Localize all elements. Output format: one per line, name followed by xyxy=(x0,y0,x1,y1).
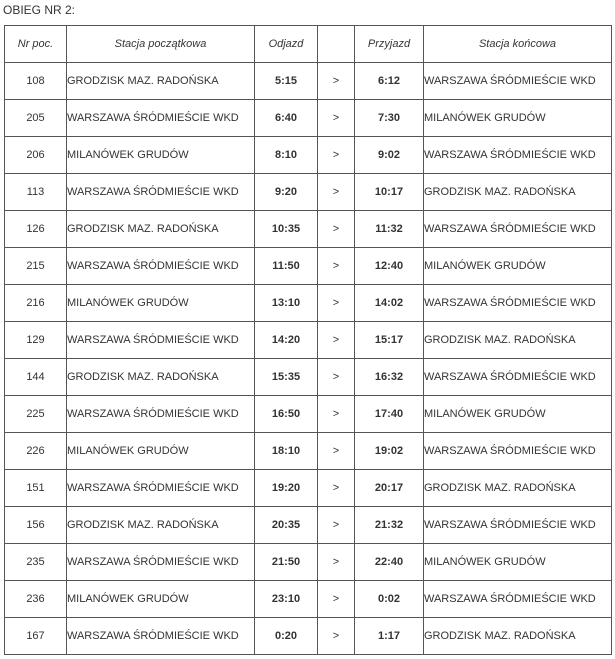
end-station: WARSZAWA ŚRÓDMIEŚCIE WKD xyxy=(424,285,612,322)
train-number: 206 xyxy=(5,137,67,174)
arrow-symbol: > xyxy=(318,211,355,248)
train-number: 144 xyxy=(5,359,67,396)
end-station: GRODZISK MAZ. RADOŃSKA xyxy=(424,618,612,655)
table-row xyxy=(5,470,612,507)
arrow-symbol: > xyxy=(318,544,355,581)
table-row xyxy=(5,322,612,359)
start-station: MILANÓWEK GRUDÓW xyxy=(67,433,255,470)
arrival-time: 22:40 xyxy=(355,544,424,581)
arrow-symbol: > xyxy=(318,396,355,433)
start-station: WARSZAWA ŚRÓDMIEŚCIE WKD xyxy=(67,470,255,507)
start-station: WARSZAWA ŚRÓDMIEŚCIE WKD xyxy=(67,322,255,359)
table-row xyxy=(5,544,612,581)
arrival-time: 17:40 xyxy=(355,396,424,433)
end-station: GRODZISK MAZ. RADOŃSKA xyxy=(424,322,612,359)
table-row xyxy=(5,285,612,322)
departure-time: 19:20 xyxy=(255,470,318,507)
table-row xyxy=(5,396,612,433)
arrival-time: 10:17 xyxy=(355,174,424,211)
train-number: 167 xyxy=(5,618,67,655)
start-station: WARSZAWA ŚRÓDMIEŚCIE WKD xyxy=(67,174,255,211)
arrival-time: 20:17 xyxy=(355,470,424,507)
table-row xyxy=(5,137,612,174)
arrow-symbol: > xyxy=(318,63,355,100)
end-station: WARSZAWA ŚRÓDMIEŚCIE WKD xyxy=(424,63,612,100)
train-number: 205 xyxy=(5,100,67,137)
arrow-symbol: > xyxy=(318,470,355,507)
column-header-arrow xyxy=(318,26,355,63)
departure-time: 13:10 xyxy=(255,285,318,322)
departure-time: 21:50 xyxy=(255,544,318,581)
end-station: WARSZAWA ŚRÓDMIEŚCIE WKD xyxy=(424,507,612,544)
end-station: WARSZAWA ŚRÓDMIEŚCIE WKD xyxy=(424,137,612,174)
arrow-symbol: > xyxy=(318,100,355,137)
train-number: 225 xyxy=(5,396,67,433)
arrival-time: 16:32 xyxy=(355,359,424,396)
page-title: OBIEG NR 2: xyxy=(3,3,76,17)
departure-time: 6:40 xyxy=(255,100,318,137)
train-number: 235 xyxy=(5,544,67,581)
table-row xyxy=(5,211,612,248)
departure-time: 20:35 xyxy=(255,507,318,544)
departure-time: 8:10 xyxy=(255,137,318,174)
arrow-symbol: > xyxy=(318,137,355,174)
end-station: WARSZAWA ŚRÓDMIEŚCIE WKD xyxy=(424,359,612,396)
departure-time: 0:20 xyxy=(255,618,318,655)
start-station: WARSZAWA ŚRÓDMIEŚCIE WKD xyxy=(67,248,255,285)
end-station: GRODZISK MAZ. RADOŃSKA xyxy=(424,470,612,507)
start-station: WARSZAWA ŚRÓDMIEŚCIE WKD xyxy=(67,396,255,433)
train-number: 216 xyxy=(5,285,67,322)
start-station: WARSZAWA ŚRÓDMIEŚCIE WKD xyxy=(67,544,255,581)
end-station: GRODZISK MAZ. RADOŃSKA xyxy=(424,174,612,211)
arrow-symbol: > xyxy=(318,507,355,544)
arrival-time: 7:30 xyxy=(355,100,424,137)
arrow-symbol: > xyxy=(318,322,355,359)
arrival-time: 6:12 xyxy=(355,63,424,100)
arrow-symbol: > xyxy=(318,581,355,618)
start-station: MILANÓWEK GRUDÓW xyxy=(67,137,255,174)
column-header-departure: Odjazd xyxy=(255,26,318,63)
end-station: MILANÓWEK GRUDÓW xyxy=(424,248,612,285)
header-row xyxy=(5,26,612,63)
train-number: 151 xyxy=(5,470,67,507)
start-station: MILANÓWEK GRUDÓW xyxy=(67,285,255,322)
arrival-time: 14:02 xyxy=(355,285,424,322)
table-row xyxy=(5,63,612,100)
train-number: 108 xyxy=(5,63,67,100)
arrival-time: 21:32 xyxy=(355,507,424,544)
start-station: WARSZAWA ŚRÓDMIEŚCIE WKD xyxy=(67,618,255,655)
start-station: MILANÓWEK GRUDÓW xyxy=(67,581,255,618)
departure-time: 16:50 xyxy=(255,396,318,433)
arrow-symbol: > xyxy=(318,359,355,396)
column-header-train-no: Nr poc. xyxy=(5,26,67,63)
arrow-symbol: > xyxy=(318,248,355,285)
table-row xyxy=(5,507,612,544)
table-row xyxy=(5,581,612,618)
arrival-time: 11:32 xyxy=(355,211,424,248)
end-station: WARSZAWA ŚRÓDMIEŚCIE WKD xyxy=(424,581,612,618)
train-number: 156 xyxy=(5,507,67,544)
arrival-time: 1:17 xyxy=(355,618,424,655)
table-row xyxy=(5,433,612,470)
table-row xyxy=(5,174,612,211)
table-row xyxy=(5,618,612,655)
departure-time: 14:20 xyxy=(255,322,318,359)
column-header-arrival: Przyjazd xyxy=(355,26,424,63)
departure-time: 9:20 xyxy=(255,174,318,211)
end-station: WARSZAWA ŚRÓDMIEŚCIE WKD xyxy=(424,433,612,470)
arrival-time: 9:02 xyxy=(355,137,424,174)
start-station: WARSZAWA ŚRÓDMIEŚCIE WKD xyxy=(67,100,255,137)
end-station: WARSZAWA ŚRÓDMIEŚCIE WKD xyxy=(424,211,612,248)
arrow-symbol: > xyxy=(318,174,355,211)
arrival-time: 19:02 xyxy=(355,433,424,470)
departure-time: 10:35 xyxy=(255,211,318,248)
table-row xyxy=(5,359,612,396)
arrival-time: 12:40 xyxy=(355,248,424,285)
departure-time: 23:10 xyxy=(255,581,318,618)
departure-time: 15:35 xyxy=(255,359,318,396)
end-station: MILANÓWEK GRUDÓW xyxy=(424,100,612,137)
train-number: 113 xyxy=(5,174,67,211)
start-station: GRODZISK MAZ. RADOŃSKA xyxy=(67,359,255,396)
arrival-time: 0:02 xyxy=(355,581,424,618)
timetable xyxy=(4,25,612,655)
train-number: 215 xyxy=(5,248,67,285)
arrow-symbol: > xyxy=(318,285,355,322)
arrow-symbol: > xyxy=(318,618,355,655)
train-number: 236 xyxy=(5,581,67,618)
end-station: MILANÓWEK GRUDÓW xyxy=(424,544,612,581)
train-number: 126 xyxy=(5,211,67,248)
train-number: 129 xyxy=(5,322,67,359)
departure-time: 18:10 xyxy=(255,433,318,470)
arrival-time: 15:17 xyxy=(355,322,424,359)
column-header-start-station: Stacja początkowa xyxy=(67,26,255,63)
departure-time: 11:50 xyxy=(255,248,318,285)
start-station: GRODZISK MAZ. RADOŃSKA xyxy=(67,63,255,100)
arrow-symbol: > xyxy=(318,433,355,470)
table-row xyxy=(5,248,612,285)
train-number: 226 xyxy=(5,433,67,470)
end-station: MILANÓWEK GRUDÓW xyxy=(424,396,612,433)
departure-time: 5:15 xyxy=(255,63,318,100)
start-station: GRODZISK MAZ. RADOŃSKA xyxy=(67,211,255,248)
start-station: GRODZISK MAZ. RADOŃSKA xyxy=(67,507,255,544)
table-row xyxy=(5,100,612,137)
column-header-end-station: Stacja końcowa xyxy=(424,26,612,63)
